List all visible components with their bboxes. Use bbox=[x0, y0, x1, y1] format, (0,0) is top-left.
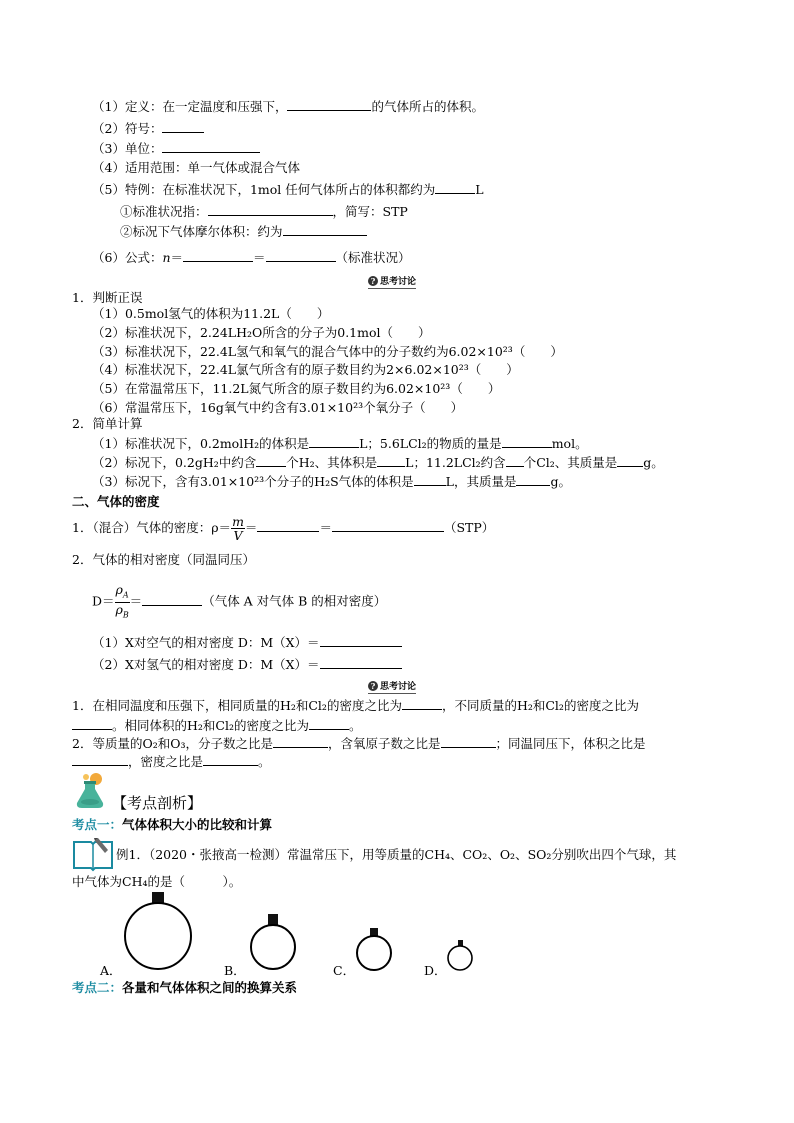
balloon-d[interactable] bbox=[448, 940, 472, 970]
answer-blank[interactable] bbox=[502, 435, 552, 448]
option-b-label[interactable]: B． bbox=[224, 963, 246, 978]
answer-blank[interactable] bbox=[377, 454, 405, 467]
answer-blank[interactable] bbox=[309, 717, 349, 730]
formula-line bbox=[92, 249, 411, 266]
answer-blank[interactable] bbox=[516, 473, 550, 486]
q2-text: g。 bbox=[550, 474, 571, 489]
answer-blank[interactable] bbox=[266, 249, 336, 262]
answer-blank[interactable] bbox=[332, 519, 444, 532]
definition-text-end: 的气体所占的体积。 bbox=[371, 99, 484, 114]
molar-volume-line bbox=[120, 223, 367, 240]
q1-item: （3）标准状况下，22.4L氢气和氧气的混合气体中的分子数约为6.02×10²³（ ） bbox=[92, 344, 563, 359]
density-fraction bbox=[231, 515, 245, 542]
answer-blank[interactable] bbox=[208, 203, 333, 216]
think2-text: 。 bbox=[258, 754, 271, 769]
analysis-heading: 【考点剖析】 bbox=[112, 794, 203, 812]
q2-line-2 bbox=[92, 454, 664, 471]
balloon-b[interactable] bbox=[251, 914, 295, 969]
question-icon: ? bbox=[368, 681, 378, 691]
think-label: 思考讨论 bbox=[380, 682, 417, 692]
answer-blank[interactable] bbox=[183, 249, 253, 262]
q2-text: （3）标况下，含有3.01×10²³个分子的H₂S气体的体积是 bbox=[92, 474, 414, 489]
q2-text: （1）标准状况下，0.2molH₂的体积是 bbox=[92, 436, 310, 451]
q1-item: （2）标准状况下，2.24LH₂O所含的分子为0.1mol（ ） bbox=[92, 325, 431, 340]
answer-blank[interactable] bbox=[287, 98, 371, 111]
stp-abbrev: ，简写：STP bbox=[332, 204, 408, 219]
definition-line bbox=[92, 98, 484, 115]
definition-text: （1）定义：在一定温度和压强下， bbox=[92, 99, 288, 114]
equals: ＝ bbox=[319, 520, 332, 535]
answer-blank[interactable] bbox=[283, 223, 367, 236]
balloon-a[interactable] bbox=[125, 892, 191, 969]
rho-a-sub: A bbox=[122, 590, 129, 600]
think2-line-1 bbox=[72, 697, 639, 714]
unit-line bbox=[92, 140, 260, 157]
q2-text: mol。 bbox=[551, 436, 588, 451]
think2-text: 。 bbox=[349, 718, 362, 733]
hydrogen-density-text: （2）X对氢气的相对密度 D：M（X）＝ bbox=[92, 657, 320, 672]
key-point-1 bbox=[72, 817, 272, 833]
frac-den: V bbox=[233, 528, 243, 543]
frac-num: m bbox=[232, 514, 244, 529]
rho-fraction bbox=[115, 583, 130, 621]
think-discuss-badge bbox=[368, 679, 416, 692]
question-icon: ? bbox=[368, 276, 378, 286]
q2-text: g。 bbox=[643, 455, 664, 470]
q1-item: （5）在常温常压下，11.2L氮气所含的原子数目约为6.02×10²³（ ） bbox=[92, 381, 501, 396]
answer-blank[interactable] bbox=[256, 454, 286, 467]
key-point-title: 气体体积大小的比较和计算 bbox=[122, 817, 273, 832]
relative-density-note: （气体 A 对气体 B 的相对密度） bbox=[202, 593, 387, 609]
answer-blank[interactable] bbox=[309, 435, 359, 448]
formula-n: n bbox=[162, 250, 171, 265]
think2-text: ；同温同压下，体积之比是 bbox=[495, 736, 646, 751]
equals: ＝ bbox=[170, 250, 184, 265]
q2-title: 2．简单计算 bbox=[72, 416, 143, 431]
answer-blank[interactable] bbox=[273, 735, 328, 748]
answer-blank[interactable] bbox=[441, 735, 496, 748]
rho-a: ρ bbox=[115, 582, 123, 597]
q2-text: （2）标况下，0.2gH₂中约含 bbox=[92, 455, 257, 470]
relative-density-formula bbox=[92, 583, 386, 621]
hydrogen-density-line bbox=[92, 656, 402, 673]
formula-label: （6）公式： bbox=[92, 250, 163, 265]
q1-item: （1）0.5mol氢气的体积为11.2L（ ） bbox=[92, 306, 330, 321]
answer-blank[interactable] bbox=[162, 120, 204, 133]
think2-line-3 bbox=[72, 735, 646, 752]
q1-item: （4）标准状况下，22.4L氯气所含有的原子数目约为2×6.02×10²³（ ） bbox=[92, 362, 519, 377]
molar-volume-text: ②标况下气体摩尔体积：约为 bbox=[120, 224, 283, 239]
option-c-label[interactable]: C． bbox=[333, 963, 356, 978]
stp-definition-line bbox=[120, 203, 408, 220]
special-case-line bbox=[92, 181, 484, 198]
q2-text: 个H₂、其体积是 bbox=[286, 455, 378, 470]
formula-note: （标准状况） bbox=[335, 250, 411, 265]
think2-text: ，密度之比是 bbox=[128, 754, 204, 769]
answer-blank[interactable] bbox=[402, 697, 442, 710]
density-text: 1．（混合）气体的密度：ρ＝ bbox=[72, 520, 232, 535]
option-d-label[interactable]: D． bbox=[424, 963, 447, 978]
scope-line: （4）适用范围：单一气体或混合气体 bbox=[92, 160, 300, 175]
stp-note: （STP） bbox=[443, 520, 495, 535]
unit-text: （3）单位： bbox=[92, 141, 163, 156]
think2-text: 1．在相同温度和压强下，相同质量的H₂和Cl₂的密度之比为 bbox=[72, 698, 402, 713]
unit-l: L bbox=[475, 182, 484, 197]
rho-b-sub: B bbox=[122, 610, 129, 619]
symbol-text: （2）符号： bbox=[92, 121, 163, 136]
equals: ＝ bbox=[253, 250, 266, 265]
q2-text: L，其质量是 bbox=[445, 474, 517, 489]
option-a-label[interactable]: A． bbox=[100, 963, 122, 978]
think2-text: ，不同质量的H₂和Cl₂的密度之比为 bbox=[441, 698, 639, 713]
relative-density-title: 2．气体的相对密度（同温同压） bbox=[72, 552, 255, 567]
example-1-line-1: 例1．（2020・张掖高一检测）常温常压下，用等质量的CH₄、CO₂、O₂、SO₂分别吹出四个气球，其 bbox=[116, 847, 677, 862]
stp-text: ①标准状况指： bbox=[120, 204, 208, 219]
air-density-text: （1）X对空气的相对密度 D：M（X）＝ bbox=[92, 635, 320, 650]
equals: ＝ bbox=[244, 520, 258, 535]
answer-blank[interactable] bbox=[435, 181, 475, 194]
answer-blank[interactable] bbox=[72, 753, 128, 766]
think2-text: 2．等质量的O₂和O₃，分子数之比是 bbox=[72, 736, 273, 751]
equals: ＝ bbox=[129, 593, 143, 609]
think2-line-2 bbox=[72, 717, 362, 734]
q2-line-1 bbox=[92, 435, 588, 452]
answer-blank[interactable] bbox=[506, 454, 524, 467]
section2-heading: 二、气体的密度 bbox=[72, 494, 160, 509]
q2-text: L；11.2LCl₂约含 bbox=[405, 455, 506, 470]
balloon-c[interactable] bbox=[357, 928, 391, 970]
air-density-line bbox=[92, 634, 402, 651]
flask-icon bbox=[72, 771, 108, 811]
rho-b: ρ bbox=[115, 601, 123, 617]
think2-text: 。相同体积的H₂和Cl₂的密度之比为 bbox=[112, 718, 309, 733]
book-pen-icon bbox=[72, 836, 114, 872]
d-label: D＝ bbox=[92, 593, 115, 609]
answer-blank[interactable] bbox=[414, 473, 446, 486]
key-point-label: 考点二： bbox=[72, 980, 123, 995]
answer-blank[interactable] bbox=[203, 753, 258, 766]
answer-blank[interactable] bbox=[72, 717, 112, 730]
think2-text: ，含氧原子数之比是 bbox=[327, 736, 441, 751]
q2-line-3 bbox=[92, 473, 571, 490]
q1-title: 1．判断正误 bbox=[72, 290, 143, 305]
answer-blank[interactable] bbox=[142, 593, 202, 606]
q1-item: （6）常温常压下，16g氧气中约含有3.01×10²³个氧分子（ ） bbox=[92, 400, 464, 415]
example-1-line-2: 中气体为CH₄的是（ ）。 bbox=[72, 874, 242, 889]
answer-blank[interactable] bbox=[162, 140, 260, 153]
answer-blank[interactable] bbox=[257, 519, 319, 532]
q2-text: L；5.6LCl₂的物质的量是 bbox=[359, 436, 502, 451]
think-label: 思考讨论 bbox=[380, 277, 417, 287]
key-point-2 bbox=[72, 980, 297, 996]
special-case-text: （5）特例：在标准状况下，1mol 任何气体所占的体积都约为 bbox=[92, 182, 436, 197]
answer-blank[interactable] bbox=[320, 656, 402, 669]
answer-blank[interactable] bbox=[617, 454, 643, 467]
think-discuss-badge bbox=[368, 274, 416, 287]
q2-text: 个Cl₂、其质量是 bbox=[523, 455, 618, 470]
answer-blank[interactable] bbox=[320, 634, 402, 647]
think2-line-4 bbox=[72, 753, 271, 770]
symbol-line bbox=[92, 120, 204, 137]
key-point-label: 考点一： bbox=[72, 817, 123, 832]
key-point-title: 各量和气体体积之间的换算关系 bbox=[122, 980, 298, 995]
density-line bbox=[72, 515, 494, 542]
